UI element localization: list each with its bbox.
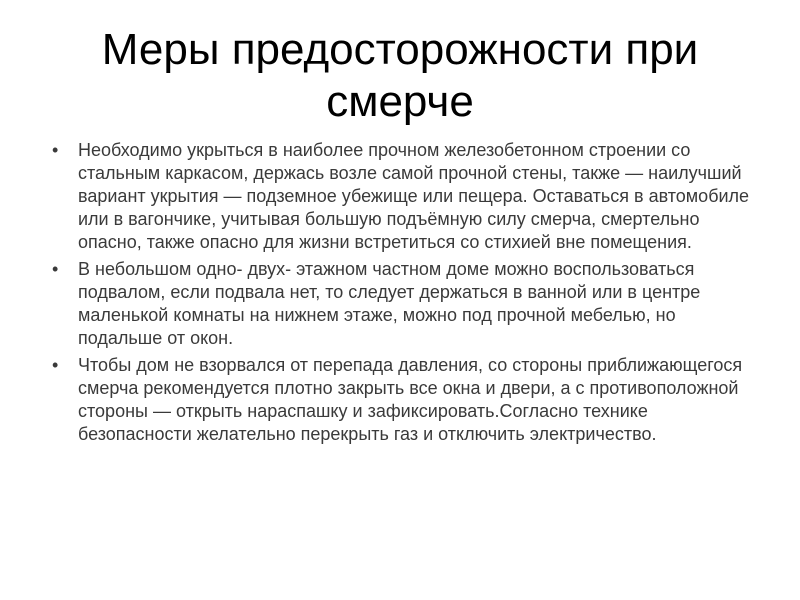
bullet-text: В небольшом одно- двух- этажном частном доме можно воспользоваться подвалом, если подвала нет, то следует держаться в ванной или в центре маленькой комнаты на нижнем этаже, можно под прочной мебелью, но подальше от окон.	[78, 259, 701, 348]
bullet-text: Чтобы дом не взорвался от перепада давления, со стороны приближающегося смерча рекомендуется плотно закрыть все окна и двери, а с противоположной стороны — открыть нараспашку и зафиксировать.Согласно технике безопасности желательно перекрыть газ и отключить электричество.	[78, 355, 743, 444]
bullet-list	[52, 139, 764, 450]
slide-title: Меры предосторожности при смерче	[101, 25, 699, 126]
bullet-item	[52, 354, 764, 446]
bullet-item	[52, 139, 764, 254]
bullet-icon: •	[52, 355, 59, 375]
bullet-icon: •	[52, 259, 59, 279]
bullet-text: Необходимо укрыться в наиболее прочном железобетонном строении со стальным каркасом, держась возле самой прочной стены, также — наилучший вариант укрытия — подземное убежище или пещера. Оставаться в автомобиле или в вагончике, учитывая большую подъёмную силу смерча, смертельно опасно, также опасно для жизни встретиться со стихией вне помещения.	[78, 140, 750, 252]
bullet-icon: •	[52, 140, 59, 160]
bullet-item	[52, 258, 764, 350]
